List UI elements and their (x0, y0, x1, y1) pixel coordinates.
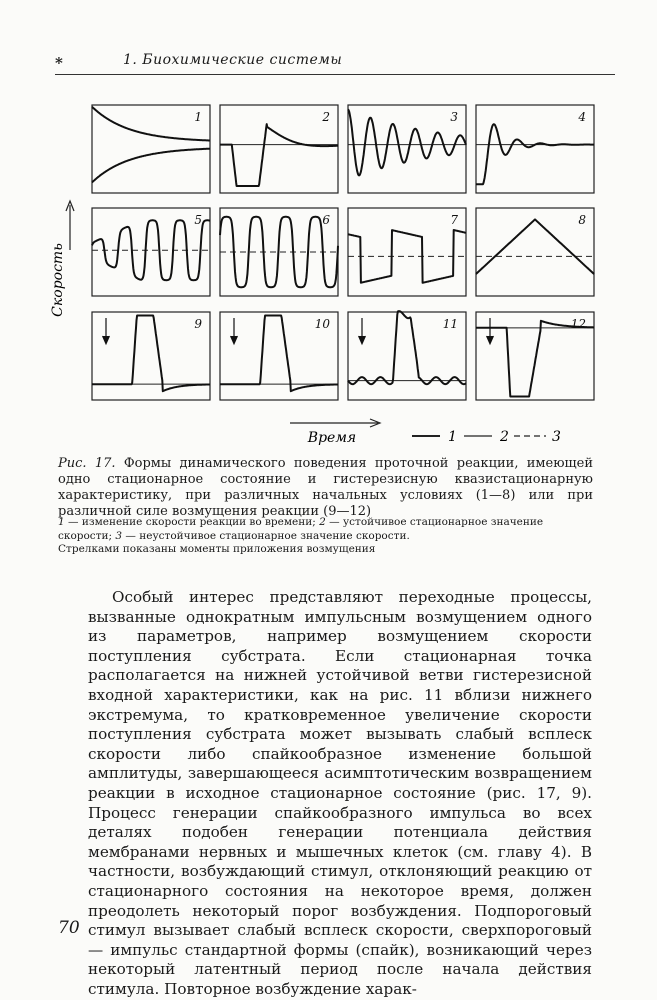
panel-frame (220, 105, 338, 193)
legend-key-2: 2 (319, 516, 326, 528)
rate-curve (92, 107, 210, 141)
body-paragraph: Особый интерес представляют переходные процессы, вызванные однократным импульсным возмущением одного из параметров, например возмущением скорости поступления субстрата. Если стационарная точка располагается на нижней устойчивой ветви гистерезисной входной характеристики, как на рис. 11 вблизи нижнего экстремума, то кратковременное увеличение скорости поступления субстрата может вызывать слабый всплеск скорости либо спайкообразное изменение большой амплитуды, завершающееся асимптотическим возвращением реакции в исходное стационарное состояние (рис. 17, 9). Процесс генерации спайкообразного импульса во всех деталях подобен генерации потенциала действия мембранами нервных и мышечных клеток (см. главу 4). В частности, возбуждающий стимул, отклоняющий реакцию от стационарного состояния на некоторое время, должен преодолеть некоторый порог возбуждения. Подпороговый стимул вызывает слабый всплеск скорости, сверхпороговый — импульс стандартной формы (спайк), возникающий через некоторый латентный период после начала действия стимула. Повторное возбуждение харак- (88, 588, 592, 998)
rate-curve (92, 149, 210, 183)
perturbation-arrowhead (231, 336, 238, 344)
figure-caption (58, 456, 593, 520)
panel-frame (348, 208, 466, 296)
panel-5 (92, 208, 210, 296)
panel-2 (220, 105, 338, 193)
legend-note (58, 516, 593, 557)
panel-6 (220, 208, 338, 296)
rate-curve (476, 321, 594, 397)
caption-label: Рис. 17. (58, 456, 116, 471)
legend-label-1: 1 (448, 429, 457, 445)
legend-key-1: 1 (58, 516, 65, 528)
panel-frame (476, 208, 594, 296)
panel-number: 8 (578, 213, 586, 227)
panel-number: 4 (578, 110, 586, 124)
header-marker: * (55, 54, 63, 72)
panel-number: 9 (194, 317, 202, 331)
y-axis-label: Скорость (50, 243, 66, 317)
header-rule (55, 74, 615, 75)
legend-label-3: 3 (552, 429, 561, 445)
panel-number: 1 (194, 110, 202, 124)
legend-key-3: 3 (115, 529, 123, 542)
panel-12 (476, 312, 594, 400)
panel-number: 10 (314, 317, 330, 331)
rate-curve (92, 316, 210, 392)
panel-4 (476, 105, 594, 193)
running-title: 1. Биохимические системы (123, 52, 343, 68)
perturbation-arrowhead (487, 336, 494, 344)
legend-value-3: — неустойчивое стационарное значение скорости. (125, 529, 410, 542)
caption-text: Формы динамического поведения проточной реакции, имеющей одно стационарное состояние и гистерезисную квазистационарную характеристику, при различных начальных условиях (1—8) или при различной силе возмущения реакции (9—12) (58, 456, 594, 519)
panel-frame (92, 312, 210, 400)
panel-number: 6 (322, 213, 330, 227)
panel-number: 11 (442, 317, 458, 331)
perturbation-arrowhead (359, 336, 366, 344)
page-header (55, 50, 615, 74)
panel-frame (348, 105, 466, 193)
legend-value-1: — изменение скорости реакции во времени; (68, 516, 316, 528)
x-axis-label: Время (307, 430, 357, 446)
arrows-note: Стрелками показаны моменты приложения возмущения (58, 543, 376, 555)
rate-curve (476, 219, 594, 274)
rate-curve (220, 124, 338, 186)
panel-3 (348, 105, 466, 193)
panel-1 (92, 105, 210, 193)
figure-17 (40, 95, 586, 450)
legend-value-2: — устойчивое стационарное значение скорости; (58, 516, 544, 542)
legend-label-2: 2 (500, 429, 509, 445)
panel-8 (476, 208, 594, 296)
panel-number: 5 (194, 213, 202, 227)
panel-11 (348, 311, 466, 400)
panel-number: 3 (450, 110, 458, 124)
rate-curve (476, 124, 594, 184)
page-number: 70 (58, 918, 80, 938)
panel-7 (348, 208, 466, 296)
panel-number: 7 (450, 213, 458, 227)
panel-10 (220, 312, 338, 400)
panel-frame (476, 105, 594, 193)
panel-number: 12 (570, 317, 586, 331)
rate-curve (348, 109, 466, 175)
panel-number: 2 (322, 110, 330, 124)
panel-9 (92, 312, 210, 400)
perturbation-arrowhead (103, 336, 110, 344)
body-text (88, 588, 592, 999)
